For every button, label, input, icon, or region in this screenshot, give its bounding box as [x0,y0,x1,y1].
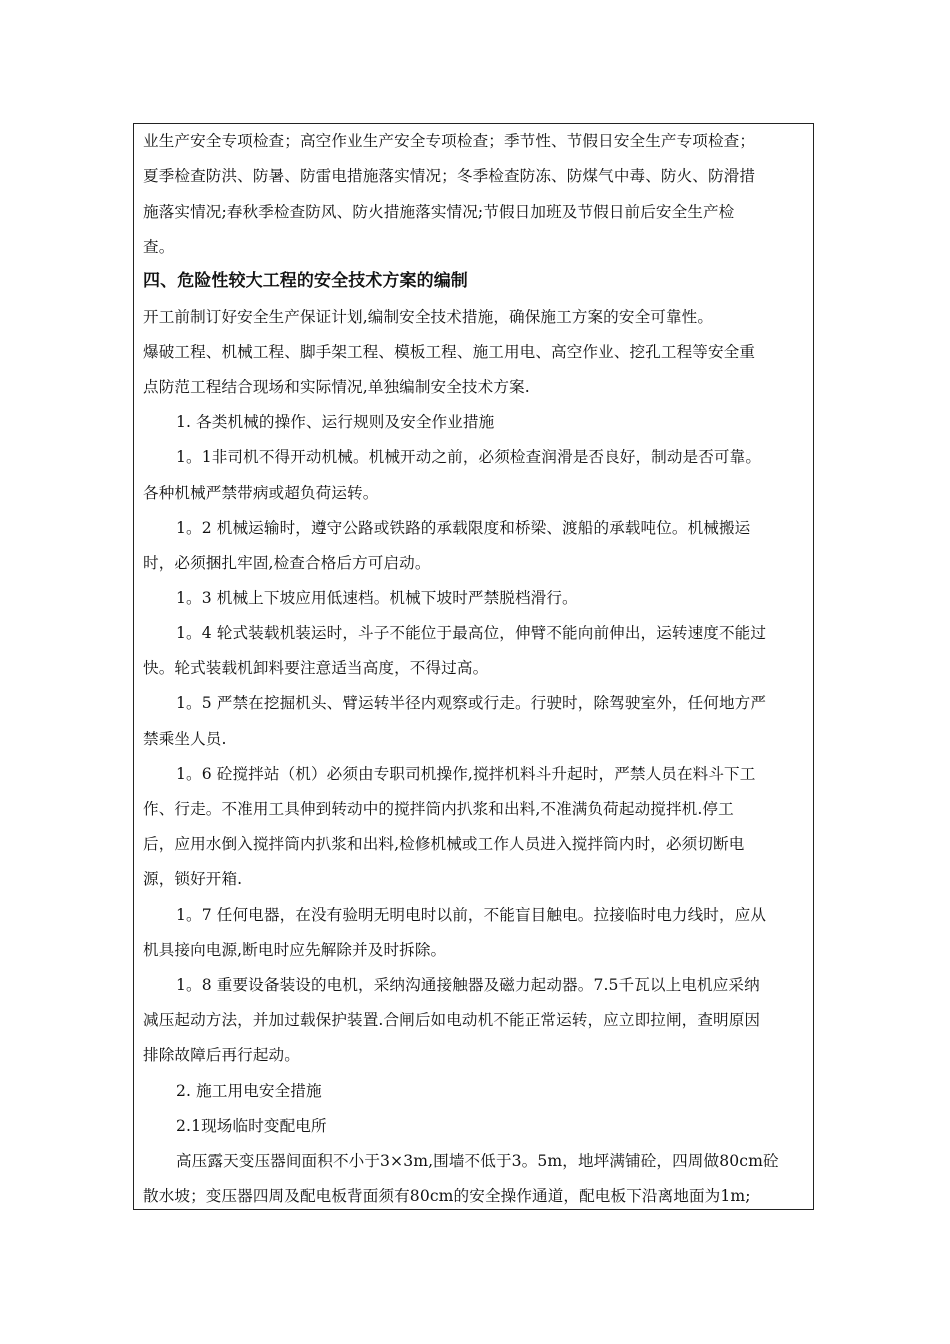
text-line: 施落实情况;春秋季检查防风、防火措施落实情况;节假日加班及节假日前后安全生产检 [143,203,735,221]
text-line: 减压起动方法，并加过载保护装置.合闸后如电动机不能正常运转，应立即拉闸，查明原因 [143,1011,761,1029]
text-line: 快。轮式装载机卸料要注意适当高度，不得过高。 [143,659,489,677]
text-line: 源，锁好开箱. [143,870,243,888]
text-line: 时，必须捆扎牢固,检查合格后方可启动。 [143,554,431,572]
text-line: 高压露天变压器间面积不小于3×3m,围墙不低于3。5m，地坪满铺砼，四周做80cm砼 [176,1152,779,1170]
text-line: 夏季检查防洪、防暑、防雷电措施落实情况；冬季检查防冻、防煤气中毒、防火、防滑措 [143,167,756,185]
text-line: 后，应用水倒入搅拌筒内扒浆和出料,检修机械或工作人员进入搅拌筒内时，必须切断电 [143,835,745,853]
text-line: 作、行走。不准用工具伸到转动中的搅拌筒内扒浆和出料,不准满负荷起动搅拌机.停工 [143,800,734,818]
text-line: 1。1非司机不得开动机械。机械开动之前，必须检查润滑是否良好，制动是否可靠。 [176,448,762,466]
text-line: 禁乘坐人员. [143,730,227,748]
text-line: 点防范工程结合现场和实际情况,单独编制安全技术方案. [143,378,530,396]
text-line: 开工前制订好安全生产保证计划,编制安全技术措施，确保施工方案的安全可靠性。 [143,308,714,326]
section-heading: 四、危险性较大工程的安全技术方案的编制 [143,271,468,291]
text-line: 1。5 严禁在挖掘机头、臂运转半径内观察或行走。行驶时，除驾驶室外，任何地方严 [176,694,767,712]
text-line: 机具接向电源,断电时应先解除并及时拆除。 [143,941,447,959]
subsection-heading: 1. 各类机械的操作、运行规则及安全作业措施 [176,413,495,431]
text-line: 业生产安全专项检查；高空作业生产安全专项检查；季节性、节假日安全生产专项检查； [143,132,756,150]
text-line: 爆破工程、机械工程、脚手架工程、模板工程、施工用电、高空作业、挖孔工程等安全重 [143,343,756,361]
text-line: 1。7 任何电器，在没有验明无明电时以前，不能盲目触电。拉接临时电力线时，应从 [176,906,767,924]
text-line: 1。3 机械上下坡应用低速档。机械下坡时严禁脱档滑行。 [176,589,578,607]
text-line: 散水坡；变压器四周及配电板背面须有80cm的安全操作通道，配电板下沿离地面为1m; [143,1187,751,1205]
subsection-heading: 2. 施工用电安全措施 [176,1082,322,1100]
text-line: 各种机械严禁带病或超负荷运转。 [143,484,379,502]
text-line: 查。 [143,238,175,256]
subsection-heading: 2.1现场临时变配电所 [176,1117,327,1135]
text-line: 1。2 机械运输时，遵守公路或铁路的承载限度和桥梁、渡船的承载吨位。机械搬运 [176,519,751,537]
text-line: 1。6 砼搅拌站（机）必须由专职司机操作,搅拌机料斗升起时，严禁人员在料斗下工 [176,765,756,783]
text-line: 1。8 重要设备装设的电机，采纳沟通接触器及磁力起动器。7.5千瓦以上电机应采纳 [176,976,760,994]
text-line: 1。4 轮式装载机装运时，斗子不能位于最高位，伸臂不能向前伸出，运转速度不能过 [176,624,767,642]
text-line: 排除故障后再行起动。 [143,1046,300,1064]
